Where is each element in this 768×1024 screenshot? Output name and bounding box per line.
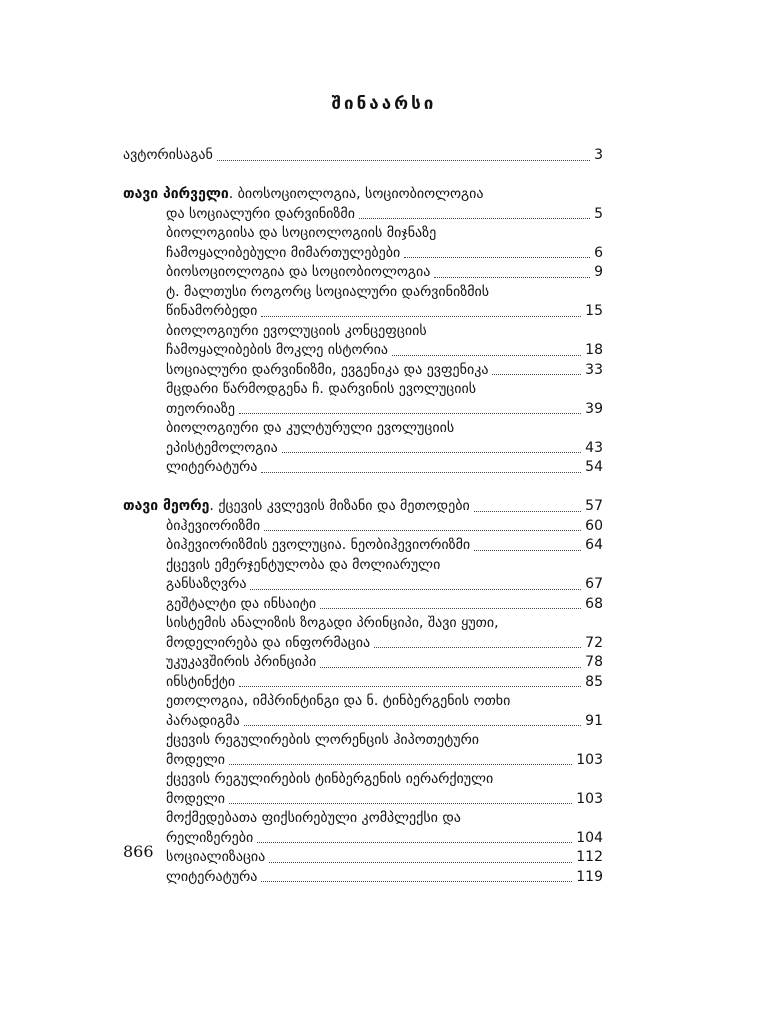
toc-entry [123,653,603,673]
toc-entry [123,400,603,420]
toc-page-number: 119 [576,868,603,885]
toc-page-number: 112 [576,849,603,865]
toc-page-number: 3 [594,147,603,163]
toc-page-number: 9 [594,264,603,280]
toc-entry [123,770,603,790]
toc-entry-text: ბიოლოგიური ევოლუციის კონცეფციის [166,322,427,339]
toc-page-number: 33 [585,361,603,378]
toc-entry [123,692,603,712]
toc-entry-text: სოციალიზაცია [166,849,266,865]
toc-entry-text: გეშტალტი და ინსაიტი [166,595,317,612]
toc-entry [123,380,603,400]
toc-entry [123,731,603,751]
toc-entry [123,614,603,634]
toc-entry-text: რელიზერები [166,829,254,846]
toc-entry-text: ბიოლოგიური და კულტურული ევოლუციის [166,420,455,436]
toc-entry-text: ეპისტემოლოგია [166,439,278,456]
toc-entry-text: ინსტინქტი [166,673,236,690]
dot-leader [282,451,581,453]
toc-page-number: 78 [585,654,603,670]
toc-entry [123,517,603,537]
toc-page-number: 103 [576,751,603,768]
toc-entry [123,244,603,264]
dot-leader [434,276,590,278]
toc-entry-text: ავტორისაგან [123,147,213,163]
dot-leader [474,510,581,512]
toc-entry [123,302,603,322]
dot-leader [261,471,581,473]
toc-entry-text: ტ. მალთუსი როგორც სოციალური დარვინიზმის [166,283,490,300]
toc-entry-text: ლიტერატურა [166,459,258,475]
toc-entry [123,751,603,771]
toc-page-number: 43 [585,439,603,456]
dot-leader [359,217,590,219]
toc-entry [123,634,603,654]
dot-leader [239,412,581,414]
toc-page-number: 60 [585,517,603,534]
chapter-label: თავი მეორე [123,498,210,514]
toc-page-number: 103 [576,790,603,807]
dot-leader [257,841,572,843]
toc-entry-text: ჩამოყალიბებული მიმართულებები [166,244,401,261]
toc-entry-text: ეთოლოგია, იმპრინტინგი და ნ. ტინბერგენის ოთხი [166,693,511,709]
dot-leader [250,588,581,590]
toc-page-number: 6 [594,244,603,261]
dot-leader [229,802,572,804]
toc-entry-text: ბიოლოგიისა და სოციოლოგიის მიჯნაზე [166,225,437,241]
toc-entry-text: განსაზღვრა [166,576,247,592]
toc-page-number: 5 [594,205,603,222]
toc-page-number: 18 [585,342,603,358]
toc-entry [123,361,603,381]
toc-entry-text: წინამორბედი [166,303,258,319]
toc-entry-text: ქცევის რეგულირების ტინბერგენის იერარქიული [166,771,494,787]
chapter-title: . ბიოსოციოლოგია, სოციობიოლოგია [228,186,484,202]
toc-page-number: 54 [585,459,603,475]
dot-leader [239,685,581,687]
toc-entry-text: ჩამოყალიბების მოკლე ისტორია [166,342,389,358]
dot-leader [392,354,581,356]
chapter-heading-1 [123,185,603,205]
toc-entry-text: მცდარი წარმოდგენა ჩ. დარვინის ევოლუციის [166,381,477,397]
page-title: შინაარსი [331,94,437,114]
toc-entry [123,536,603,556]
toc-entry-preface [123,146,603,166]
toc-entry [123,595,603,615]
toc-page-number: 68 [585,595,603,612]
toc-entry [123,809,603,829]
toc-page-number: 85 [585,673,603,690]
table-of-contents [123,146,603,887]
toc-entry-text: ბიჰევიორიზმი [166,517,261,534]
chapter-label: თავი პირველი [123,186,229,202]
toc-entry-text: ქცევის ემერჯენტულობა და მოლიარული [166,556,441,573]
toc-entry-text: ლიტერატურა [166,868,258,885]
dot-leader [320,607,581,609]
dot-leader [492,373,581,375]
toc-entry-text: მოქმედებათა ფიქსირებული კომპლექსი და [166,810,461,826]
dot-leader [269,861,572,863]
toc-entry [123,458,603,478]
toc-entry-text: მოდელი [166,751,226,768]
toc-page-number: 91 [585,712,603,729]
toc-entry [123,868,603,888]
dot-leader [229,763,572,765]
toc-page-number: 15 [585,303,603,319]
toc-page-number: 39 [585,400,603,417]
dot-leader [320,666,581,668]
toc-entry [123,419,603,439]
toc-entry-text: ბიჰევიორიზმის ევოლუცია. ნეობიჰევიორიზმი [166,537,471,553]
toc-entry [123,224,603,244]
toc-entry [123,790,603,810]
dot-leader [217,159,590,161]
dot-leader [264,529,581,531]
toc-entry [123,439,603,459]
toc-entry-text: ქცევის რეგულირების ლორენცის ჰიპოთეტური [166,732,479,748]
toc-entry-text: თეორიაზე [166,400,235,417]
dot-leader [404,256,590,258]
chapter-title: . ქცევის კვლევის მიზანი და მეთოდები [209,498,470,514]
toc-page-number: 64 [585,537,603,553]
toc-page-number: 67 [585,576,603,592]
toc-entry [123,263,603,283]
page-number: 866 [123,842,154,861]
dot-leader [261,315,581,317]
toc-entry-text: უკუკავშირის პრინციპი [166,654,317,670]
toc-entry [123,829,603,849]
toc-entry [123,575,603,595]
toc-entry [123,205,603,225]
toc-page-number: 72 [585,634,603,651]
toc-entry [123,556,603,576]
toc-entry-text: პარადიგმა [166,712,240,729]
toc-page-number: 57 [585,498,603,514]
dot-leader [261,880,572,882]
chapter-heading-2 [123,497,603,517]
toc-entry [123,712,603,732]
toc-entry-text: და სოციალური დარვინიზმი [166,205,355,222]
toc-entry [123,673,603,693]
toc-page-number: 104 [576,829,603,846]
dot-leader [374,646,581,648]
toc-entry-text: სისტემის ანალიზის ზოგადი პრინციპი, შავი ყუთი, [166,615,499,631]
toc-entry [123,283,603,303]
toc-entry [123,341,603,361]
dot-leader [474,549,581,551]
toc-entry [123,848,603,868]
toc-entry-text: მოდელირება და ინფორმაცია [166,634,371,651]
toc-entry [123,322,603,342]
toc-entry-text: მოდელი [166,790,226,807]
toc-entry-text: სოციალური დარვინიზმი, ევგენიკა და ევფენიკა [166,361,489,378]
toc-entry-text: ბიოსოციოლოგია და სოციობიოლოგია [166,264,431,280]
dot-leader [244,724,581,726]
